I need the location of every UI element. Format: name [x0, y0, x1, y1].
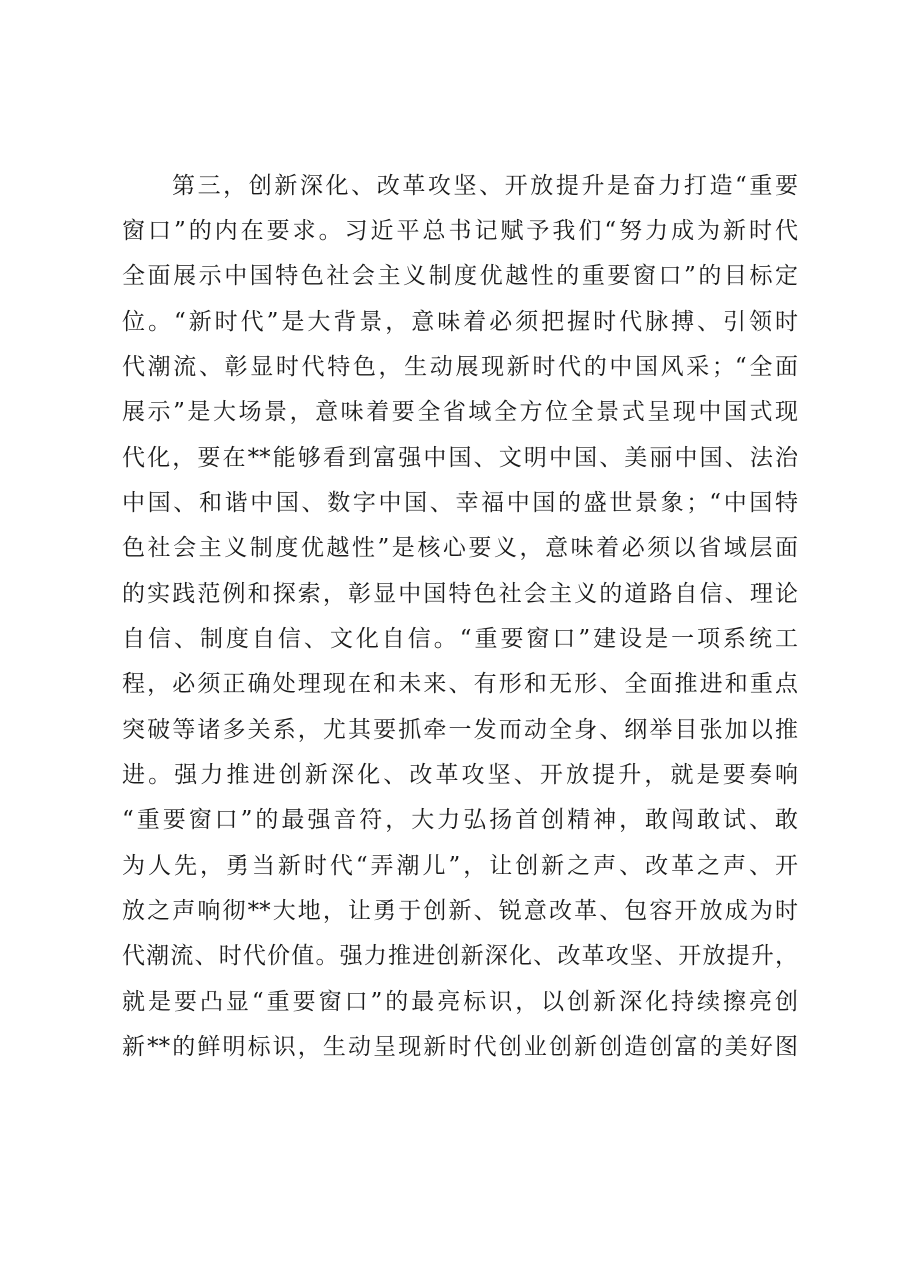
paragraph-line-4: 位。“新时代”是大背景，意味着必须把握时代脉搏、引领时: [122, 309, 798, 335]
paragraph-line-8: 中国、和谐中国、数字中国、幸福中国的盛世景象；“中国特: [122, 490, 798, 516]
paragraph-line-10: 的实践范例和探索，彰显中国特色社会主义的道路自信、理论: [122, 581, 798, 607]
paragraph-line-16: 为人先，勇当新时代“弄潮儿”，让创新之声、改革之声、开: [122, 853, 798, 879]
paragraph-line-19: 就是要凸显“重要窗口”的最亮标识，以创新深化持续擦亮创: [122, 989, 798, 1015]
paragraph-line-9: 色社会主义制度优越性”是核心要义，意味着必须以省域层面: [122, 535, 798, 561]
paragraph-line-3: 全面展示中国特色社会主义制度优越性的重要窗口”的目标定: [122, 263, 798, 289]
paragraph-line-11: 自信、制度自信、文化自信。“重要窗口”建设是一项系统工: [122, 626, 798, 652]
paragraph-line-17: 放之声响彻**大地，让勇于创新、锐意改革、包容开放成为时: [122, 898, 798, 924]
paragraph-line-1: 第三，创新深化、改革攻坚、开放提升是奋力打造“重要: [172, 173, 798, 199]
paragraph-line-14: 进。强力推进创新深化、改革攻坚、开放提升，就是要奏响: [122, 762, 798, 788]
paragraph-line-18: 代潮流、时代价值。强力推进创新深化、改革攻坚、开放提升，: [122, 943, 798, 969]
paragraph-line-20: 新**的鲜明标识，生动呈现新时代创业创新创造创富的美好图: [122, 1034, 798, 1060]
paragraph-line-15: “重要窗口”的最强音符，大力弘扬首创精神，敢闯敢试、敢: [122, 807, 798, 833]
paragraph-line-13: 突破等诸多关系，尤其要抓牵一发而动全身、纲举目张加以推: [122, 717, 798, 743]
paragraph-line-5: 代潮流、彰显时代特色，生动展现新时代的中国风采；“全面: [122, 354, 798, 380]
paragraph-line-6: 展示”是大场景，意味着要全省域全方位全景式呈现中国式现: [122, 399, 798, 425]
paragraph-line-7: 代化，要在**能够看到富强中国、文明中国、美丽中国、法治: [122, 445, 798, 471]
paragraph-line-12: 程，必须正确处理现在和未来、有形和无形、全面推进和重点: [122, 671, 798, 697]
paragraph-line-2: 窗口”的内在要求。习近平总书记赋予我们“努力成为新时代: [122, 218, 798, 244]
